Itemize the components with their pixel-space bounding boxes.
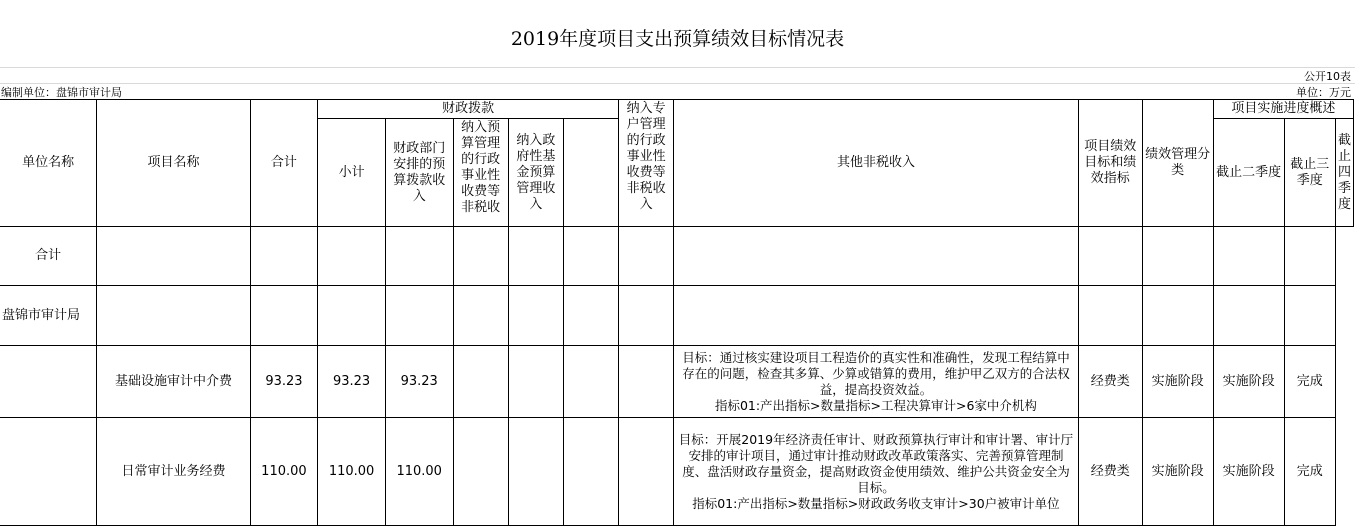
cell-dept: 110.00: [385, 418, 453, 526]
cell-empty: [508, 346, 563, 418]
header-dept-budget: 财政部门安排的预算拨款收入: [385, 119, 453, 227]
compiler-unit: 编制单位：盘锦市审计局: [1, 86, 122, 99]
cell-goal: [674, 418, 1078, 526]
cell-goal: [674, 286, 1078, 346]
cell-empty: [508, 418, 563, 526]
header-unit-name: 单位名称: [0, 100, 97, 227]
cell-q3: 实施阶段: [1213, 418, 1284, 526]
cell-q2: [1142, 227, 1213, 286]
header-subtotal: 小计: [318, 119, 386, 227]
cell-project: 基础设施审计中介费: [97, 346, 250, 418]
cell-category: 经费类: [1078, 346, 1142, 418]
cell-q3: 实施阶段: [1213, 346, 1284, 418]
table-number: 公开10表: [1304, 70, 1351, 83]
cell-empty: [618, 286, 673, 346]
cell-empty: [564, 418, 619, 526]
header-blank: [564, 119, 619, 227]
cell-empty: [564, 227, 619, 286]
cell-total: [250, 286, 318, 346]
header-goal: 项目绩效目标和绩效指标: [1078, 100, 1142, 227]
table-row: [0, 227, 1354, 286]
goal-target: 目标：开展2019年经济责任审计、财政预算执行审计和审计署、审计厅安排的审计项目，通过审计推动财政改革政策落实、完善预算管理制度、盘活财政存量资金，提高财政资金使用绩效、维护公共资金安全为目标。: [678, 431, 1074, 495]
cell-q4: [1284, 286, 1335, 346]
header-q2: 截止二季度: [1213, 119, 1284, 227]
header-q4: 截止四季度: [1335, 119, 1353, 227]
table-row: [0, 346, 1354, 418]
cell-q3: [1213, 286, 1284, 346]
goal-indicator: 指标01:产出指标>数量指标>财政政务收支审计>30户被审计单位: [692, 495, 1060, 511]
cell-q2: 实施阶段: [1142, 346, 1213, 418]
cell-q4: 完成: [1284, 418, 1335, 526]
cell-empty: [618, 227, 673, 286]
cell-subtotal: [318, 286, 386, 346]
cell-subtotal: 93.23: [318, 346, 386, 418]
header-total: 合计: [250, 100, 318, 227]
cell-subtotal: [318, 227, 386, 286]
cell-dept: [385, 286, 453, 346]
cell-empty: [564, 286, 619, 346]
cell-total: [250, 227, 318, 286]
cell-dept: [385, 227, 453, 286]
cell-project: 日常审计业务经费: [97, 418, 250, 526]
cell-q4: [1284, 227, 1335, 286]
header-special-account: 纳入专户管理的行政事业性收费等非税收入: [618, 100, 673, 227]
header-perf-category: 绩效管理分类: [1142, 100, 1213, 227]
cell-unit: [0, 346, 97, 418]
cell-goal: [674, 346, 1078, 418]
header-other: 其他非税收入: [674, 100, 1078, 227]
header-gov-fund: 纳入政府性基金预算管理收入: [508, 119, 563, 227]
grid-line: [0, 83, 1355, 84]
goal-indicator: 指标01:产出指标>数量指标>工程决算审计>6家中介机构: [714, 397, 1037, 413]
cell-unit: 盘锦市审计局: [0, 286, 97, 346]
page-title: 2019年度项目支出预算绩效目标情况表: [510, 28, 845, 50]
cell-dept: 93.23: [385, 346, 453, 418]
grid-line: [0, 67, 1355, 68]
header-q3: 截止三季度: [1284, 119, 1335, 227]
cell-project: [97, 227, 250, 286]
budget-table: [0, 99, 1354, 526]
cell-q3: [1213, 227, 1284, 286]
cell-unit: 合计: [0, 227, 97, 286]
cell-q4: 完成: [1284, 346, 1335, 418]
cell-empty: [453, 227, 508, 286]
cell-total: 93.23: [250, 346, 318, 418]
cell-category: [1078, 286, 1142, 346]
header-progress: 项目实施进度概述: [1213, 100, 1353, 119]
cell-q2: 实施阶段: [1142, 418, 1213, 526]
table-row: [0, 418, 1354, 526]
table-row: [0, 286, 1354, 346]
cell-category: [1078, 227, 1142, 286]
cell-q2: [1142, 286, 1213, 346]
cell-category: 经费类: [1078, 418, 1142, 526]
cell-empty: [618, 346, 673, 418]
unit-label: 单位：万元: [1296, 86, 1351, 99]
cell-empty: [453, 286, 508, 346]
cell-goal: [674, 227, 1078, 286]
header-budget-mgmt: 纳入预算管理的行政事业性收费等非税收: [453, 119, 508, 227]
header-project-name: 项目名称: [97, 100, 250, 227]
cell-project: [97, 286, 250, 346]
cell-subtotal: 110.00: [318, 418, 386, 526]
goal-target: 目标：通过核实建设项目工程造价的真实性和准确性，发现工程结算中存在的问题，检查其多算、少算或错算的费用，维护甲乙双方的合法权益，提高投资效益。: [682, 349, 1070, 397]
cell-empty: [453, 418, 508, 526]
cell-unit: [0, 418, 97, 526]
cell-empty: [564, 346, 619, 418]
cell-empty: [508, 227, 563, 286]
cell-empty: [453, 346, 508, 418]
cell-empty: [508, 286, 563, 346]
cell-empty: [618, 418, 673, 526]
cell-total: 110.00: [250, 418, 318, 526]
header-fiscal: 财政拨款: [318, 100, 619, 119]
